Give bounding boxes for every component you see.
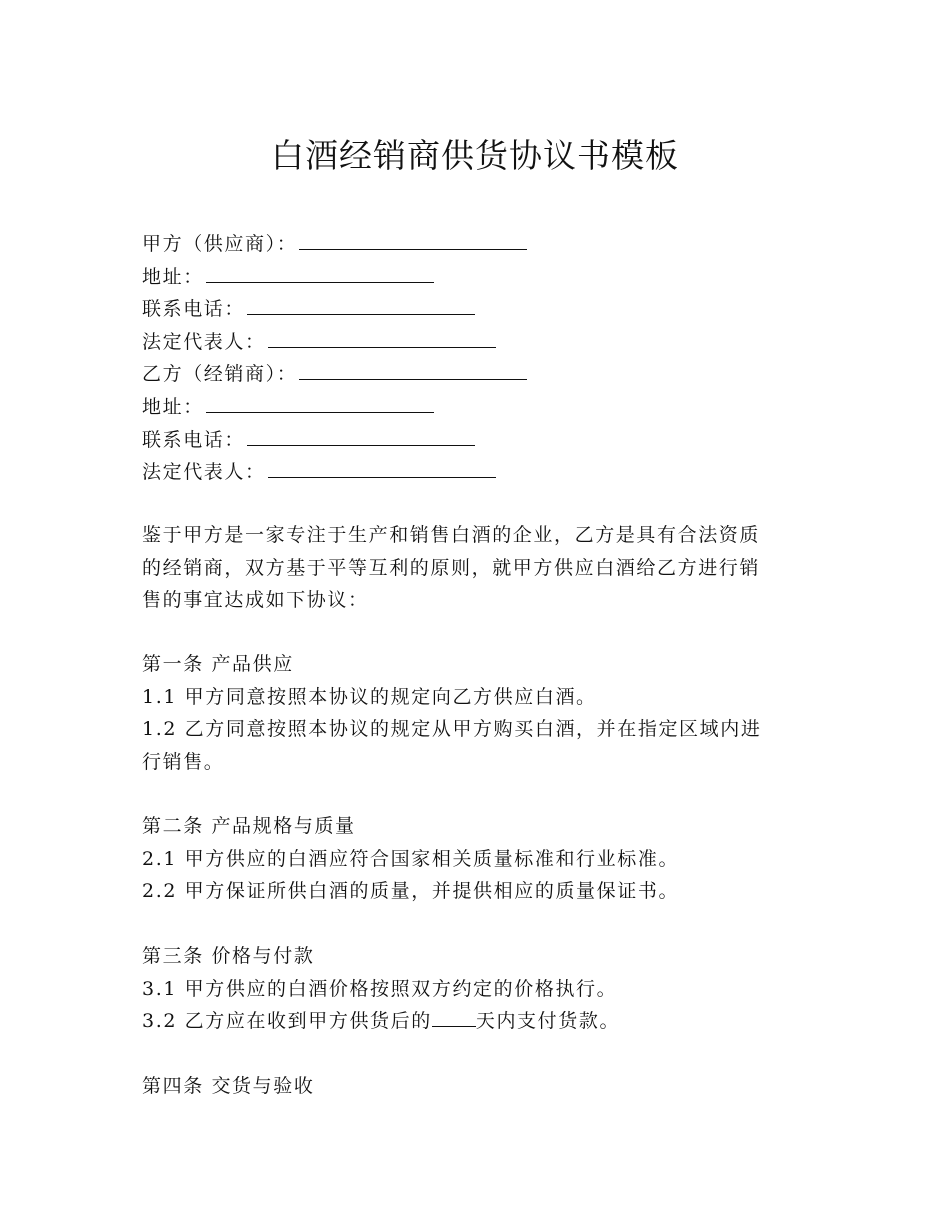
- party-a-address-label: 地址：: [142, 265, 204, 288]
- party-b-representative-blank: [268, 458, 496, 478]
- intro-paragraph: [142, 519, 802, 617]
- party-a-representative-label: 法定代表人：: [142, 330, 266, 353]
- party-a-phone-label: 联系电话：: [142, 298, 246, 321]
- section-2-heading: 第二条 产品规格与质量: [142, 815, 356, 837]
- intro-line: 的经销商，双方基于平等互利的原则，就甲方供应白酒给乙方进行销: [142, 556, 761, 579]
- party-b-address-blank: [206, 393, 434, 413]
- payment-days-blank: [432, 1007, 476, 1027]
- party-b-address-line: [142, 391, 802, 424]
- clause-3-2-before: 3.2 乙方应在收到甲方供货后的: [142, 1010, 432, 1033]
- party-b-phone-label: 联系电话：: [142, 428, 246, 451]
- section-2: [142, 810, 802, 908]
- document-title: 白酒经销商供货协议书模板: [271, 136, 679, 175]
- clause-2-1: 2.1 甲方供应的白酒应符合国家相关质量标准和行业标准。: [142, 847, 680, 870]
- party-a-name-label: 甲方（供应商）：: [142, 233, 298, 255]
- party-b-phone-blank: [247, 426, 475, 446]
- clause-1-2: 1.2 乙方同意按照本协议的规定从甲方购买白酒，并在指定区域内进: [142, 718, 762, 741]
- party-b-address-label: 地址：: [142, 395, 204, 418]
- party-a-address-blank: [206, 263, 434, 283]
- clause-3-1: 3.1 甲方供应的白酒价格按照双方约定的价格执行。: [142, 977, 618, 1000]
- clause-1-1: 1.1 甲方同意按照本协议的规定向乙方供应白酒。: [142, 685, 597, 708]
- section-1-heading: 第一条 产品供应: [142, 653, 294, 675]
- party-a-address-line: [142, 261, 802, 294]
- section-4-heading: 第四条 交货与验收: [142, 1075, 315, 1097]
- party-a-name-blank: [299, 230, 527, 250]
- clause-2-2: 2.2 甲方保证所供白酒的质量，并提供相应的质量保证书。: [142, 880, 680, 903]
- party-a-phone-line: [142, 293, 802, 326]
- party-b-phone-line: [142, 424, 802, 457]
- intro-line: 售的事宜达成如下协议：: [142, 589, 369, 612]
- clause-1-2-continued: 行销售。: [142, 750, 225, 773]
- party-a-representative-blank: [268, 328, 496, 348]
- party-b-name-line: [142, 358, 802, 391]
- party-info-block: [142, 228, 802, 489]
- party-b-name-label: 乙方（经销商）：: [142, 363, 298, 386]
- clause-3-2-after: 天内支付货款。: [475, 1010, 621, 1033]
- intro-line: 鉴于甲方是一家专注于生产和销售白酒的企业，乙方是具有合法资质: [142, 524, 761, 546]
- section-3-heading: 第三条 价格与付款: [142, 945, 315, 967]
- party-a-representative-line: [142, 326, 802, 359]
- section-1: [142, 648, 802, 778]
- party-b-representative-label: 法定代表人：: [142, 461, 266, 484]
- party-b-representative-line: [142, 456, 802, 489]
- party-a-name-line: [142, 228, 802, 261]
- party-a-phone-blank: [247, 295, 475, 315]
- section-4: [142, 1070, 802, 1103]
- section-3: [142, 940, 802, 1038]
- party-b-name-blank: [299, 360, 527, 380]
- clause-3-2: [142, 1005, 802, 1038]
